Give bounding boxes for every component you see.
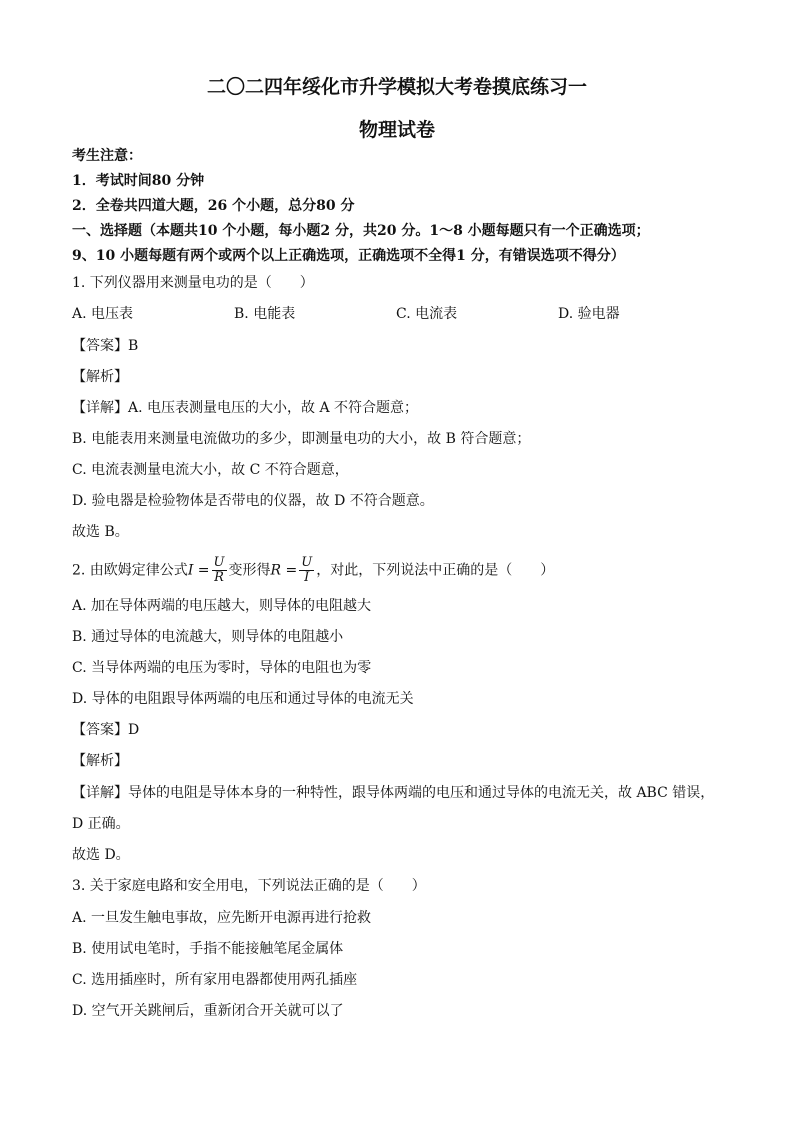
q2-option-a: A. 加在导体两端的电压越大，则导体的电阻越大 — [72, 598, 372, 614]
q1-detail-4: D. 验电器是检验物体是否带电的仪器，故 D 不符合题意。 — [72, 493, 434, 509]
q1-option-b: B. 电能表 — [234, 306, 296, 322]
q2-formula2-fraction — [299, 556, 314, 585]
q2-conclusion: 故选 D。 — [72, 847, 130, 863]
q2-formula1-lhs: I = — [187, 562, 210, 579]
q2-stem-suffix: ，对此，下列说法中正确的是（ ） — [316, 562, 555, 579]
q2-formula1-numerator: U — [213, 555, 225, 570]
section-heading-line2: 9、10 小题每题有两个或两个以上正确选项，正确选项不全得1 分，有错误选项不得分） — [72, 248, 625, 264]
q2-formula2-denominator: I — [304, 570, 310, 585]
q2-option-d: D. 导体的电阻跟导体两端的电压和通过导体的电流无关 — [72, 691, 414, 707]
notice-heading: 考生注意： — [72, 148, 142, 164]
q2-analysis-label: 【解析】 — [72, 753, 128, 769]
section-heading-line1: 一、选择题（本题共10 个小题，每小题2 分，共20 分。1～8 小题每题只有一个正确选项； — [72, 223, 650, 239]
q3-option-d: D. 空气开关跳闸后，重新闭合开关就可以了 — [72, 1003, 344, 1019]
q3-option-c: C. 选用插座时，所有家用电器都使用两孔插座 — [72, 972, 358, 988]
q1-analysis-label: 【解析】 — [72, 369, 128, 385]
q1-option-c: C. 电流表 — [396, 306, 458, 322]
q1-detail-2: B. 电能表用来测量电流做功的多少，即测量电功的大小，故 B 符合题意； — [72, 431, 531, 447]
q3-option-a: A. 一旦发生触电事故，应先断开电源再进行抢救 — [72, 910, 372, 926]
q2-option-c: C. 当导体两端的电压为零时，导体的电阻也为零 — [72, 660, 372, 676]
q2-stem-prefix: 2. 由欧姆定律公式 — [72, 562, 188, 579]
q3-option-b: B. 使用试电笔时，手指不能接触笔尾金属体 — [72, 941, 344, 957]
notice-item-score: 2．全卷共四道大题，26 个小题，总分80 分 — [72, 198, 355, 214]
q1-detail-3: C. 电流表测量电流大小，故 C 不符合题意， — [72, 462, 349, 478]
q1-stem: 1. 下列仪器用来测量电功的是（ ） — [72, 275, 314, 291]
q2-detail-2: D 正确。 — [72, 816, 130, 832]
q1-conclusion: 故选 B。 — [72, 524, 129, 540]
q2-formula2-numerator: U — [301, 555, 313, 570]
q2-stem-mid: 变形得 — [228, 562, 271, 579]
q2-formula1-fraction — [212, 556, 227, 585]
q2-option-b: B. 通过导体的电流越大，则导体的电阻越小 — [72, 629, 344, 645]
exam-title: 二〇二四年绥化市升学模拟大考卷摸底练习一 — [206, 76, 587, 98]
notice-item-time: 1．考试时间80 分钟 — [72, 173, 205, 189]
q1-option-a: A. 电压表 — [72, 306, 134, 322]
q3-stem: 3. 关于家庭电路和安全用电，下列说法正确的是（ ） — [72, 878, 426, 894]
q2-detail-1: 【详解】导体的电阻是导体本身的一种特性，跟导体两端的电压和通过导体的电流无关，故 ABC 错误， — [72, 785, 715, 801]
q1-answer: 【答案】B — [72, 338, 139, 354]
q1-option-d: D. 验电器 — [558, 306, 620, 322]
q2-answer: 【答案】D — [72, 722, 140, 738]
q1-detail-1: 【详解】A. 电压表测量电压的大小，故 A 不符合题意； — [72, 400, 419, 416]
q2-stem — [72, 556, 554, 585]
exam-subtitle: 物理试卷 — [358, 119, 435, 141]
q2-formula1-denominator: R — [214, 570, 224, 585]
q2-formula2-lhs: R = — [270, 562, 298, 579]
